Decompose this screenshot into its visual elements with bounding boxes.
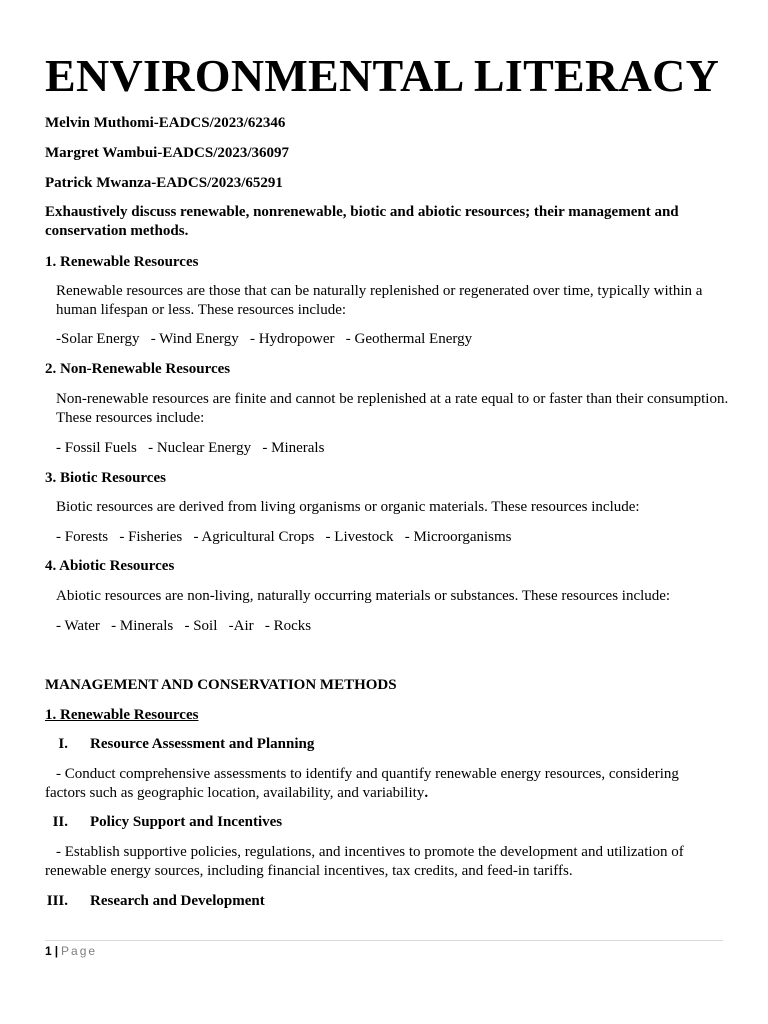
resource-list: -Solar Energy - Wind Energy - Hydropower - Geothermal Energy xyxy=(56,331,473,347)
roman-numeral: III. xyxy=(46,893,68,909)
resource-list: - Water - Minerals - Soil -Air - Rocks xyxy=(56,618,312,634)
management-heading: MANAGEMENT AND CONSERVATION METHODS xyxy=(45,677,397,693)
management-subheading: 1. Renewable Resources xyxy=(45,707,199,723)
resource-list: - Fossil Fuels - Nuclear Energy - Minerals xyxy=(56,440,325,456)
page-number: 1 xyxy=(45,944,52,958)
assignment-question: Exhaustively discuss renewable, nonrenewable, biotic and abiotic resources; their management and conservation methods. xyxy=(45,204,679,239)
item-title: Policy Support and Incentives xyxy=(90,814,283,830)
item-body xyxy=(45,843,723,881)
section-heading: 2. Non-Renewable Resources xyxy=(45,361,231,377)
footer-divider xyxy=(45,940,723,941)
author-line: Margret Wambui-EADCS/2023/36097 xyxy=(45,145,290,161)
section-body-text: Renewable resources are those that can be naturally replenished or regenerated over time, typically within a human lifespan or less. These resources include: xyxy=(56,283,703,318)
roman-numeral: I. xyxy=(58,736,68,752)
roman-numeral: II. xyxy=(52,814,68,830)
page-label: Page xyxy=(61,944,98,958)
section-heading: 3. Biotic Resources xyxy=(45,470,166,486)
section-body-text: Non-renewable resources are finite and cannot be replenished at a rate equal to or faster than their consumption. These resources include: xyxy=(56,391,729,426)
page-footer xyxy=(45,944,97,958)
numbered-item-heading xyxy=(45,892,723,911)
document-title: ENVIRONMENTAL LITERACY xyxy=(45,50,720,101)
section-body xyxy=(45,282,734,320)
numbered-item-heading xyxy=(45,735,723,754)
footer-separator: | xyxy=(54,944,59,958)
section-heading: 4. Abiotic Resources xyxy=(45,558,175,574)
item-body-text: - Establish supportive policies, regulations, and incentives to promote the development and utilization of renewable energy sources, including financial incentives, tax credits, and feed-in tariffs. xyxy=(45,844,684,879)
item-title: Research and Development xyxy=(90,893,265,909)
item-title: Resource Assessment and Planning xyxy=(90,736,315,752)
section-body: Abiotic resources are non-living, naturally occurring materials or substances. These resources include: xyxy=(56,588,671,604)
author-line: Patrick Mwanza-EADCS/2023/65291 xyxy=(45,175,283,191)
section-heading: 1. Renewable Resources xyxy=(45,254,199,270)
resource-list: - Forests - Fisheries - Agricultural Crops - Livestock - Microorganisms xyxy=(56,529,512,545)
item-body-text: - Conduct comprehensive assessments to identify and quantify renewable energy resources, considering factors such as geographic location, availability, and variability xyxy=(45,766,679,801)
item-body-end: . xyxy=(424,785,429,801)
section-body: Biotic resources are derived from living organisms or organic materials. These resources include: xyxy=(56,499,640,515)
section-body xyxy=(45,390,734,428)
author-line: Melvin Muthomi-EADCS/2023/62346 xyxy=(45,115,286,131)
numbered-item-heading xyxy=(45,813,723,832)
item-body xyxy=(45,765,723,803)
